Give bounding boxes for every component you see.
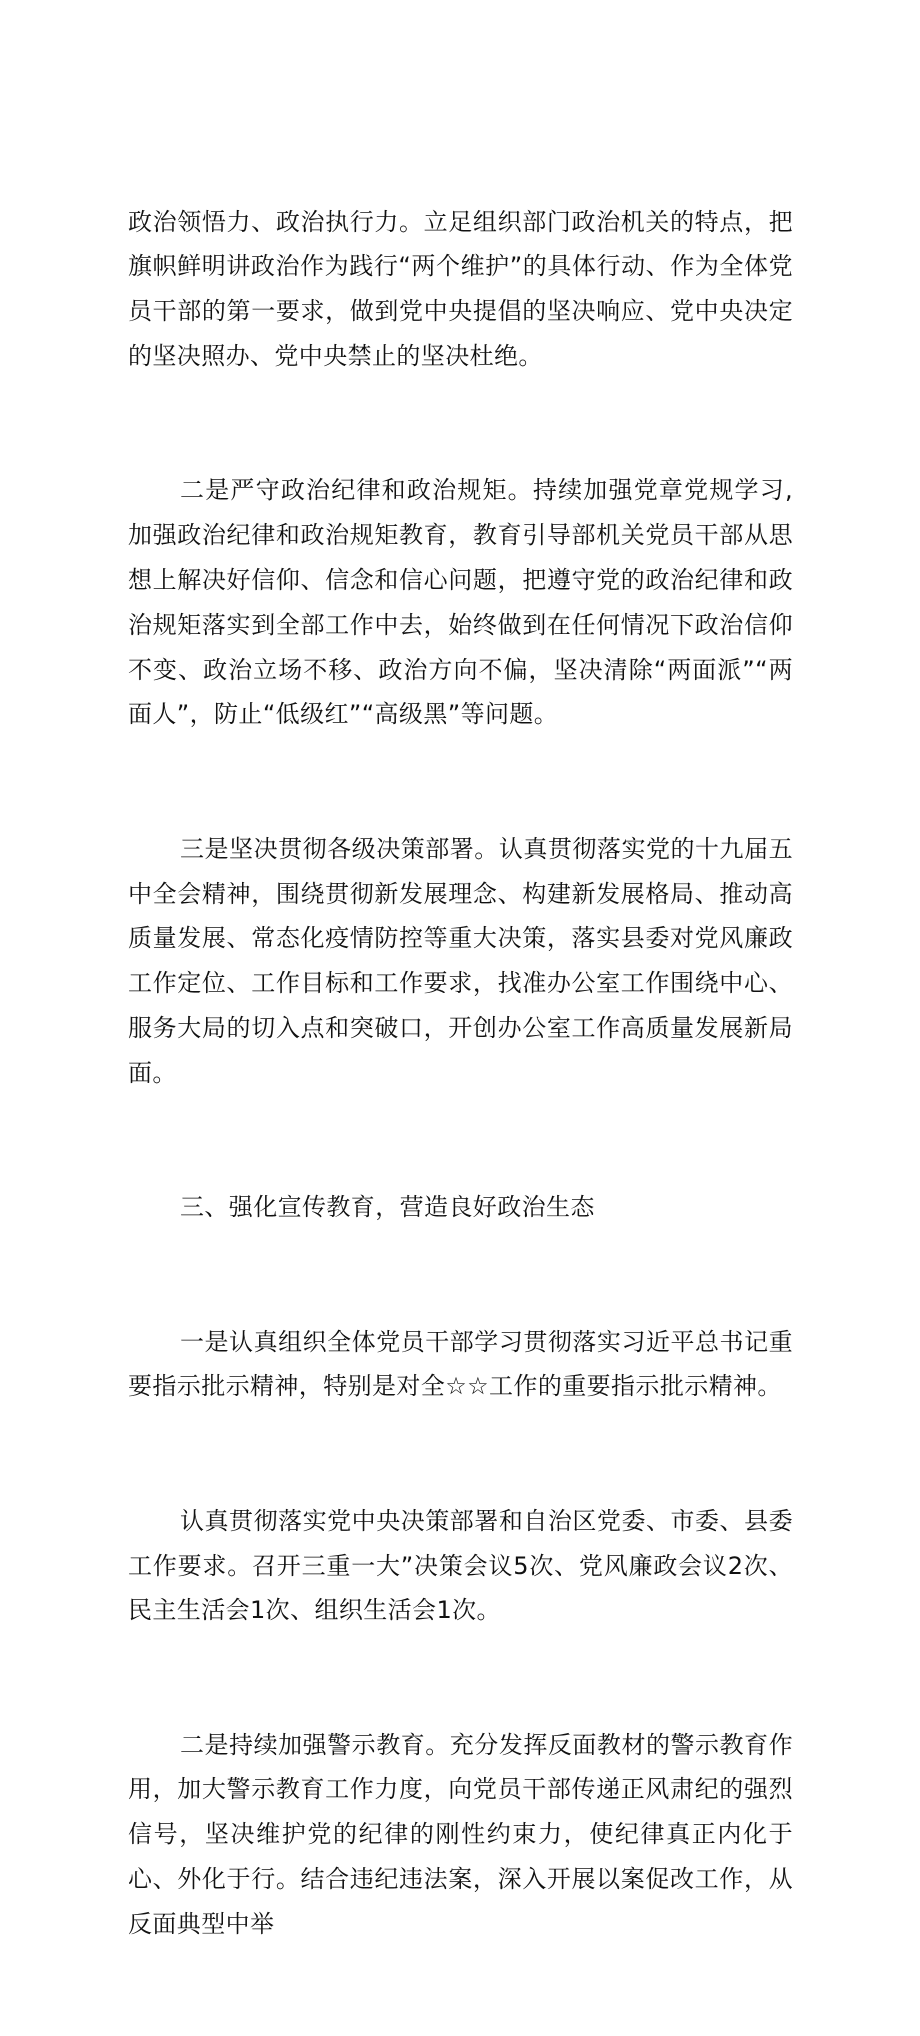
paragraph-warning-education: 二是持续加强警示教育。充分发挥反面教材的警示教育作用，加大警示教育工作力度，向党员干部传递正风肃纪的强烈信号，坚决维护党的纪律的刚性约束力，使纪律真正内化于心、外化于行。结合违纪违法案，深入开展以案促改工作，从反面典型中举 — [128, 1730, 793, 1938]
paragraph-political-understanding: 政治领悟力、政治执行力。立足组织部门政治机关的特点，把旗帜鲜明讲政治作为践行“两个维护”的具体行动、作为全体党员干部的第一要求，做到党中央提倡的坚决响应、党中央决定的坚决照办、党中央禁止的坚决杜绝。 — [128, 207, 793, 370]
body-text — [128, 110, 793, 2036]
paragraph-implementation-meetings: 认真贯彻落实党中央决策部署和自治区党委、市委、县委工作要求。召开三重一大”决策会议5次、党风廉政会议2次、民主生活会1次、组织生活会1次。 — [128, 1506, 793, 1625]
paragraph-decision-deployment: 三是坚决贯彻各级决策部署。认真贯彻落实党的十九届五中全会精神，围绕贯彻新发展理念、构建新发展格局、推动高质量发展、常态化疫情防控等重大决策，落实县委对党风廉政工作定位、工作目标和工作要求，找准办公室工作围绕中心、服务大局的切入点和突破口，开创办公室工作高质量发展新局面。 — [128, 834, 793, 1087]
paragraph-political-discipline: 二是严守政治纪律和政治规矩。持续加强党章党规学习,加强政治纪律和政治规矩教育，教育引导部机关党员干部从思想上解决好信仰、信念和信心问题，把遵守党的政治纪律和政治规矩落实到全部工作中去，始终做到在任何情况下政治信仰不变、政治立场不移、政治方向不偏，坚决清除“两面派”“两面人”，防止“低级红”“高级黑”等问题。 — [128, 476, 793, 729]
section-heading-publicity-education: 三、强化宣传教育，营造良好政治生态 — [180, 1193, 595, 1222]
paragraph-study-instructions: 一是认真组织全体党员干部学习贯彻落实习近平总书记重要指示批示精神，特别是对全☆☆工作的重要指示批示精神。 — [128, 1327, 793, 1401]
